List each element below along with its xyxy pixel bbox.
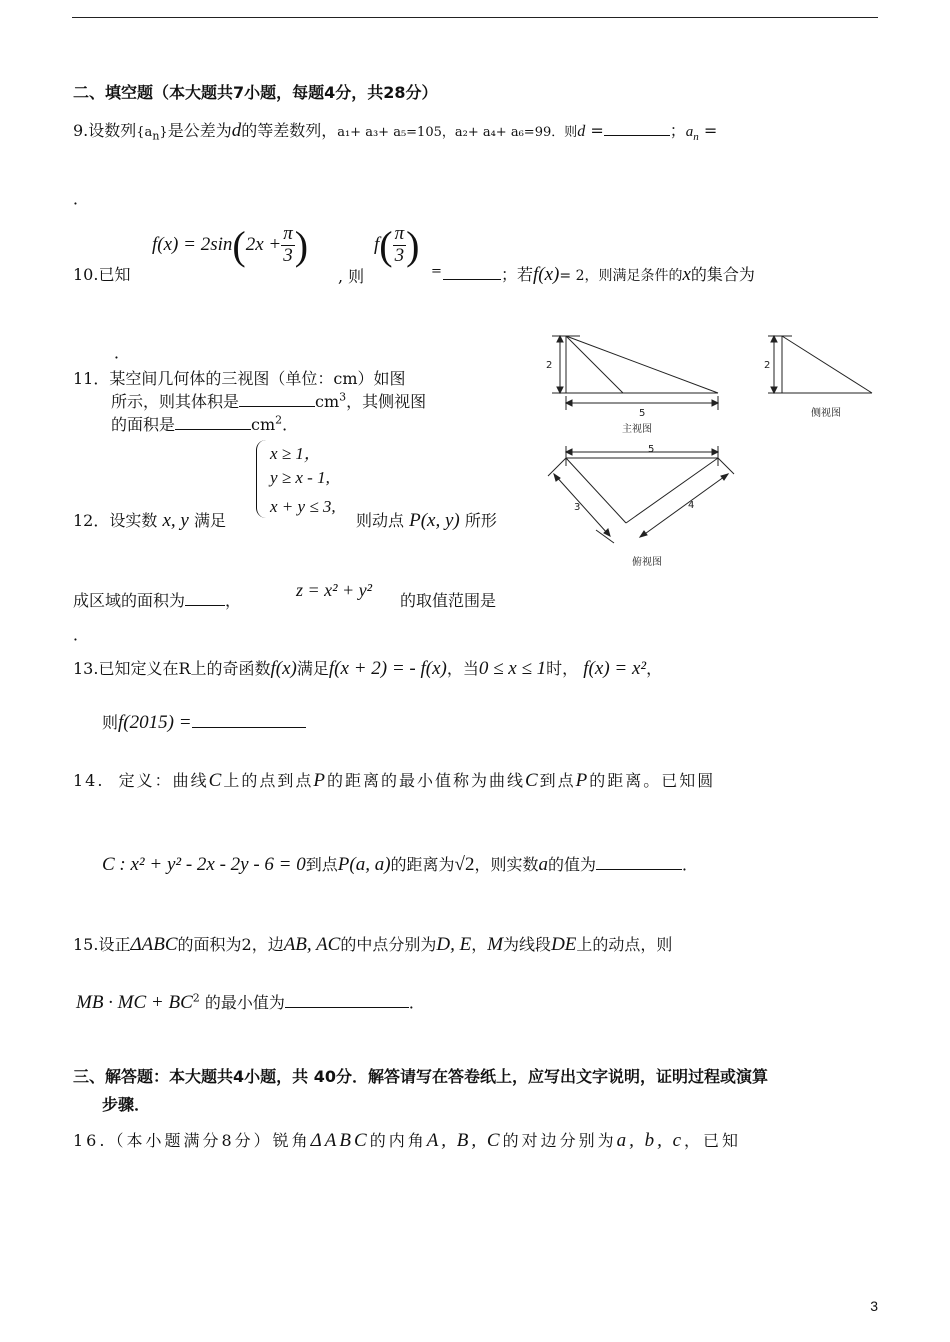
q10-f-pi3: f( $\frac{\pi}{3}$ ) [374, 223, 420, 268]
three-view-figure [538, 328, 883, 573]
q9-an: $a_n$ [685, 124, 699, 143]
q12-line-2: 成区域的面积为 ， [73, 591, 242, 610]
q12-constraint-3: x + y ≤ 3, [270, 497, 336, 516]
q9-number: 9. [73, 121, 89, 140]
q11-blank-volume[interactable] [239, 392, 315, 407]
q15-blank[interactable] [285, 993, 409, 1008]
q9-text-1: 设数列 [88, 121, 137, 140]
side-view-label: 侧视图 [811, 408, 841, 419]
question-11-line-2: 所示，则其体积是 $cm^3$，其侧视图 [111, 390, 427, 411]
top-dim-5: 5 [648, 444, 655, 455]
section-3-heading-2: 步骤． [102, 1095, 151, 1114]
question-16: 16.（本小题满分8分）锐角ΔABC的内角A, B, C的对边分别为a, b, c，已知 [73, 1130, 742, 1151]
page-number: 3 [870, 1298, 878, 1314]
q12-brace [256, 440, 267, 518]
q14-blank[interactable] [596, 855, 682, 870]
front-view-label: 主视图 [622, 424, 652, 435]
question-14: 14. 定义：曲线C上的点到点P的距离的最小值称为曲线C到点P的距离。已知圆 [73, 770, 716, 791]
q11-blank-area[interactable] [175, 415, 251, 430]
q10-dot: ． [114, 343, 131, 362]
q9-dot: ． [73, 189, 90, 208]
q15-line-2: MB · MC + $BC^2$ 的最小值为 ． [76, 991, 425, 1013]
q13-blank[interactable] [192, 713, 306, 728]
q9-blank-1[interactable] [604, 121, 670, 136]
question-12: 12．设实数 x, y 满足 [73, 510, 226, 531]
q10-rest: ；若f(x)= 2，则满足条件的x的集合为 [443, 262, 755, 286]
question-11-line-1: 11．某空间几何体的三视图（单位：cm）如图 [73, 369, 406, 388]
q10-blank-1[interactable] [443, 265, 501, 280]
top-rule [72, 17, 878, 18]
q12-part-2: 则动点 P(x, y) 所形 [356, 510, 497, 531]
q14-line-2: C : x² + y² - 2x - 2y - 6 = 0到点P(a, a)的距离为√2，则实数a的值为 ． [102, 854, 699, 875]
section-2-heading: 二、填空题（本大题共7小题，每题4分，共28分） [73, 83, 438, 102]
question-11-line-3: 的面积是 $cm^2$． [111, 413, 299, 434]
q12-constraint-1: x ≥ 1， [270, 444, 321, 463]
q12-dot: ． [73, 625, 90, 644]
q9-d: d [231, 120, 242, 141]
q10-formula: f(x) = 2sin(2x + $\frac{\pi}{3}$ ) [152, 223, 309, 268]
q12-constraint-2: y ≥ x - 1, [270, 468, 330, 487]
q13-line-2: 则f(2015) = [102, 710, 306, 734]
q10-then: , 则 [338, 267, 365, 286]
side-view [768, 336, 872, 393]
front-dim-2: 2 [546, 360, 553, 371]
q9-text-2: 是公差为 [167, 121, 232, 140]
top-dim-4: 4 [688, 500, 695, 511]
q12-blank-area[interactable] [185, 591, 225, 606]
q9-sums: a₁+ a₃+ a₅=105，a₂+ a₄+ a₆=99．则 [337, 125, 578, 140]
question-10: 10.已知 [73, 265, 131, 284]
q9-d2: d [577, 123, 586, 140]
q12-z-expr: z = x² + y² [296, 580, 373, 600]
q10-eq: = [431, 264, 442, 279]
side-dim-2: 2 [764, 360, 771, 371]
top-view [548, 446, 734, 543]
top-dim-3: 3 [574, 502, 581, 513]
question-15: 15.设正ΔABC的面积为2，边AB, AC的中点分别为D, E，M为线段DE上的动点，则 [73, 934, 673, 955]
q9-text-3: 的等差数列， [241, 121, 338, 140]
section-3-heading-1: 三、解答题：本大题共4小题，共 40分．解答请写在答卷纸上，应写出文字说明，证明过程或演算 [73, 1067, 768, 1086]
front-dim-5: 5 [639, 408, 646, 419]
q9-seq: $\{a_n\}$ [136, 125, 168, 143]
question-9: 9.设数列$\{a_n\}$是公差为d的等差数列，a₁+ a₃+ a₅=105，a₂+ a₄+ a₆=99．则d = ；$a_n$ = [73, 120, 718, 143]
question-13: 13.已知定义在R上的奇函数f(x)满足f(x + 2) = - f(x)，当0 ≤ x ≤ 1时， f(x) = x²， [73, 658, 663, 679]
q12-range-text: 的取值范围是 [400, 591, 497, 610]
front-view [552, 336, 718, 410]
top-view-label: 俯视图 [632, 557, 662, 568]
